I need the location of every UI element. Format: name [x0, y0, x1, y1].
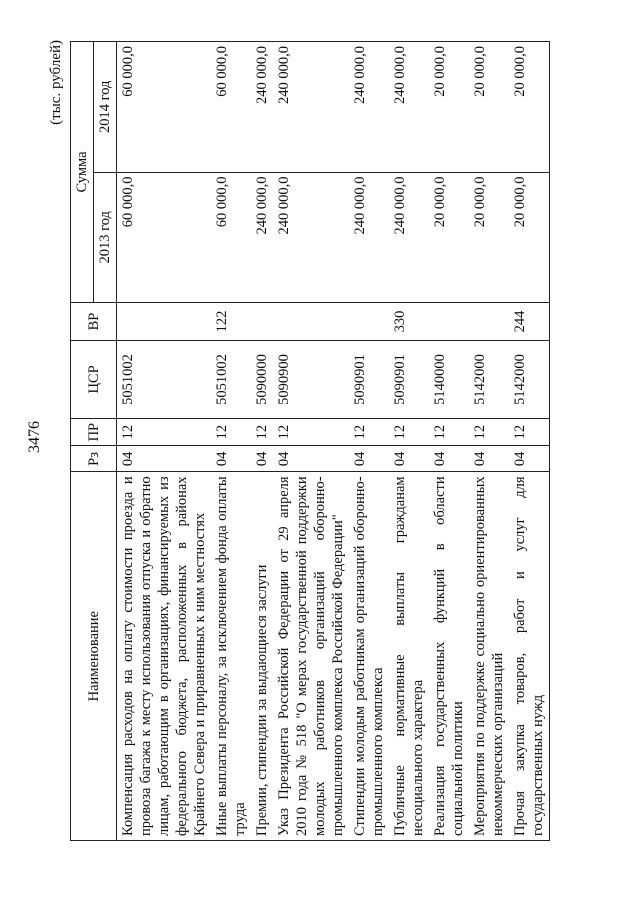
row-name-cell: Прочая закупка товаров, работ и услуг для государственных нужд: [509, 472, 550, 841]
row-csr-cell: 5090901: [349, 340, 389, 418]
row-2014-cell: 240 000,0: [251, 42, 273, 173]
row-pr-cell: 12: [509, 418, 550, 446]
table-row: [389, 42, 429, 841]
header-csr: ЦСР: [71, 340, 117, 418]
row-rz-cell: 04: [349, 446, 389, 472]
row-rz-cell: 04: [251, 446, 273, 472]
row-pr-cell: 12: [273, 418, 349, 446]
row-name-cell: Указ Президента Российской Федерации от 29 апреля 2010 года № 518 "О мерах государственной поддержки молодых работников организаций оборонно-промышленного комплекса Российской Федерации": [273, 472, 349, 841]
row-rz-cell: 04: [389, 446, 429, 472]
table-row: [117, 42, 212, 841]
table-row: [211, 42, 251, 841]
row-vr-cell: 330: [389, 303, 429, 341]
row-csr-cell: 5142000: [469, 340, 509, 418]
row-pr-cell: 12: [117, 418, 212, 446]
row-name-cell: Публичные нормативные выплаты гражданам несоциального характера: [389, 472, 429, 841]
row-vr-cell: [117, 303, 212, 341]
budget-table: [70, 41, 550, 841]
row-vr-cell: 244: [509, 303, 550, 341]
row-2014-cell: 240 000,0: [349, 42, 389, 173]
table-row: [273, 42, 349, 841]
row-rz-cell: 04: [429, 446, 469, 472]
row-2014-cell: 60 000,0: [211, 42, 251, 173]
row-2013-cell: 60 000,0: [211, 172, 251, 303]
row-csr-cell: 5142000: [509, 340, 550, 418]
row-2013-cell: 60 000,0: [117, 172, 212, 303]
row-2013-cell: 240 000,0: [273, 172, 349, 303]
row-csr-cell: 5090900: [273, 340, 349, 418]
row-csr-cell: 5090901: [389, 340, 429, 418]
row-2014-cell: 20 000,0: [429, 42, 469, 173]
row-pr-cell: 12: [251, 418, 273, 446]
header-rz: Рз: [71, 446, 117, 472]
row-2013-cell: 20 000,0: [509, 172, 550, 303]
header-pr: ПР: [71, 418, 117, 446]
row-pr-cell: 12: [389, 418, 429, 446]
row-rz-cell: 04: [273, 446, 349, 472]
row-name-cell: Мероприятия по поддержке социально ориентированных некоммерческих организаций: [469, 472, 509, 841]
header-name: Наименование: [71, 472, 117, 841]
row-pr-cell: 12: [211, 418, 251, 446]
header-sum: Сумма: [71, 42, 94, 303]
row-2013-cell: 240 000,0: [389, 172, 429, 303]
row-pr-cell: 12: [349, 418, 389, 446]
row-rz-cell: 04: [469, 446, 509, 472]
row-2013-cell: 240 000,0: [349, 172, 389, 303]
row-pr-cell: 12: [469, 418, 509, 446]
row-name-cell: Стипендии молодым работникам организаций оборонно-промышленного комплекса: [349, 472, 389, 841]
header-vr: ВР: [71, 303, 117, 341]
row-vr-cell: [251, 303, 273, 341]
row-vr-cell: [273, 303, 349, 341]
row-2014-cell: 60 000,0: [117, 42, 212, 173]
row-rz-cell: 04: [117, 446, 212, 472]
row-vr-cell: [349, 303, 389, 341]
row-vr-cell: [469, 303, 509, 341]
row-name-cell: Реализация государственных функций в области социальной политики: [429, 472, 469, 841]
row-rz-cell: 04: [509, 446, 550, 472]
table-row: [429, 42, 469, 841]
row-pr-cell: 12: [429, 418, 469, 446]
row-name-cell: Иные выплаты персоналу, за исключением фонда оплаты труда: [211, 472, 251, 841]
row-2014-cell: 20 000,0: [469, 42, 509, 173]
row-2014-cell: 20 000,0: [509, 42, 550, 173]
row-2014-cell: 240 000,0: [389, 42, 429, 173]
row-name-cell: Компенсация расходов на оплату стоимости проезда и провоза багажа к месту использования отпуска и обратно лицам, работающим в организациях, финансируемых из федерального бюджета, расположенных в районах Крайнего Севера и приравненных к ним местностях: [117, 472, 212, 841]
table-row: [349, 42, 389, 841]
row-csr-cell: 5051002: [211, 340, 251, 418]
row-2013-cell: 20 000,0: [429, 172, 469, 303]
page-number: 3476: [26, 421, 43, 453]
table-row: [509, 42, 550, 841]
row-csr-cell: 5051002: [117, 340, 212, 418]
header-2013: 2013 год: [94, 172, 117, 303]
row-csr-cell: 5090000: [251, 340, 273, 418]
header-2014: 2014 год: [94, 42, 117, 173]
table-row: [251, 42, 273, 841]
row-name-cell: Премии, стипендии за выдающиеся заслуги: [251, 472, 273, 841]
row-2014-cell: 240 000,0: [273, 42, 349, 173]
row-2013-cell: 20 000,0: [469, 172, 509, 303]
row-rz-cell: 04: [211, 446, 251, 472]
table-header: [71, 42, 117, 841]
table-body: [117, 42, 550, 841]
row-vr-cell: 122: [211, 303, 251, 341]
row-2013-cell: 240 000,0: [251, 172, 273, 303]
table-row: [469, 42, 509, 841]
units-label: (тыс. рублей): [48, 40, 64, 125]
row-vr-cell: [429, 303, 469, 341]
row-csr-cell: 5140000: [429, 340, 469, 418]
